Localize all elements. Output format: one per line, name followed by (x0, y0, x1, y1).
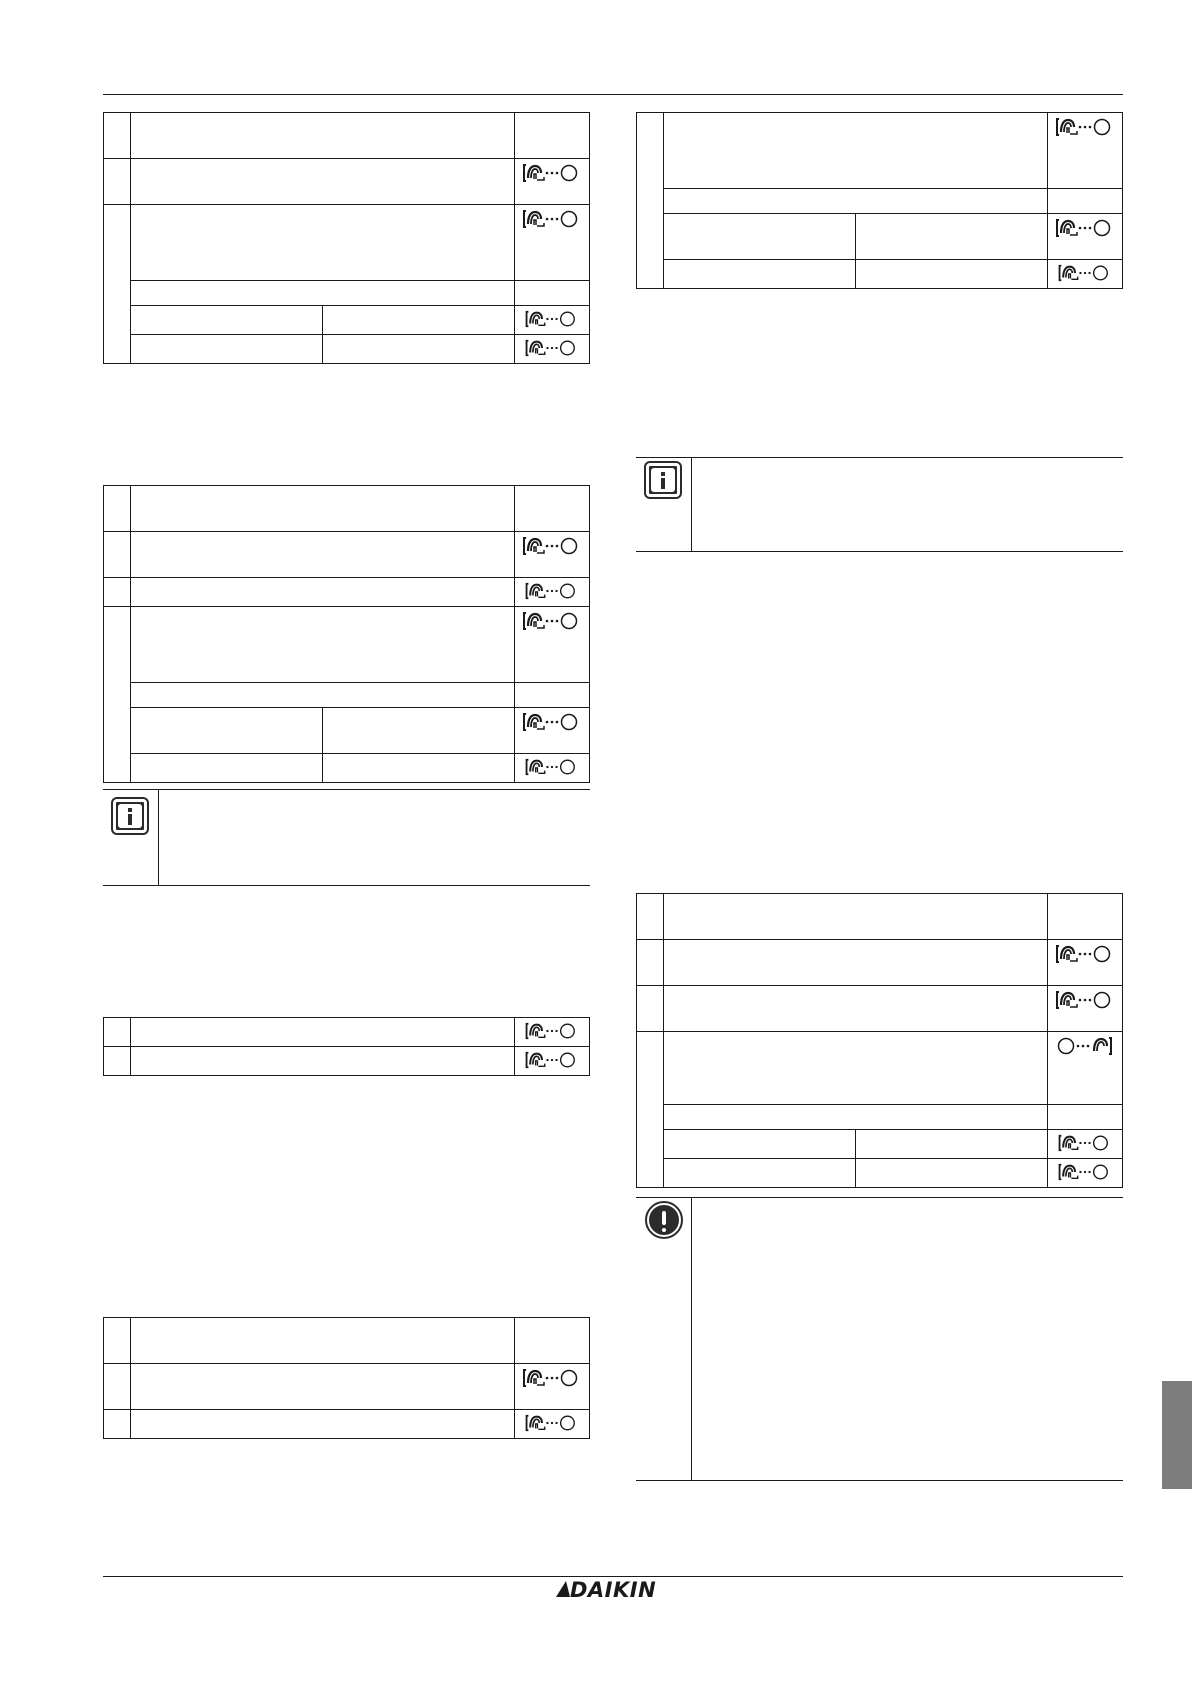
info-top-rule (636, 457, 1123, 458)
remote-to-unit-icon (1055, 116, 1115, 138)
remote-to-unit-icon (522, 610, 582, 632)
remote-to-unit-icon (522, 535, 582, 557)
info-icon (646, 463, 680, 497)
result-header-cell (131, 281, 515, 306)
footer-rule (103, 1576, 1123, 1577)
step-text-cell (131, 1410, 515, 1439)
procedure-table (636, 112, 1123, 289)
substep-text-cell (856, 1159, 1048, 1188)
remote-to-unit-icon (1055, 217, 1115, 239)
daikin-logo: DAIKIN (570, 1578, 657, 1602)
remote-to-unit-icon (1055, 1133, 1115, 1153)
step-text-cell (131, 578, 515, 607)
info-icon (113, 799, 147, 833)
remote-to-unit-icon (522, 309, 582, 329)
step-text-cell (131, 1364, 515, 1410)
remote-to-unit-icon (1055, 943, 1115, 965)
info-bottom-rule (636, 551, 1123, 552)
procedure-table (103, 1317, 590, 1439)
info-top-rule (103, 789, 590, 790)
remote-to-unit-icon (522, 1413, 582, 1433)
step-text-cell (131, 532, 515, 578)
remote-to-unit-icon (522, 1367, 582, 1389)
info-bottom-rule (103, 885, 590, 886)
substep-text-cell (323, 754, 515, 783)
header-rule (103, 94, 1123, 95)
warning-icon (646, 1202, 682, 1238)
result-header-cell (664, 189, 1048, 214)
substep-text-cell (856, 214, 1048, 260)
remote-to-unit-icon (522, 162, 582, 184)
remote-to-unit-icon (1055, 1162, 1115, 1182)
step-text-cell (131, 113, 515, 159)
remote-to-unit-icon (522, 757, 582, 777)
info-divider (691, 457, 692, 551)
side-tab (1162, 1381, 1192, 1489)
step-text-cell (131, 159, 515, 205)
warning-top-rule (636, 1197, 1123, 1198)
remote-to-unit-icon (522, 581, 582, 601)
warning-divider (691, 1197, 692, 1480)
procedure-table (636, 893, 1123, 1188)
action-cell (515, 113, 590, 159)
remote-to-unit-icon (522, 711, 582, 733)
step-text-cell (131, 205, 515, 281)
remote-to-unit-icon (1055, 989, 1115, 1011)
remote-to-unit-icon (522, 338, 582, 358)
procedure-table (103, 112, 590, 364)
warning-bottom-rule (636, 1480, 1123, 1481)
step-text-cell (131, 1018, 515, 1047)
step-number-cell (104, 113, 131, 159)
result-header-cell (664, 1105, 1048, 1130)
remote-to-unit-icon (522, 1050, 582, 1070)
remote-to-unit-icon (522, 208, 582, 230)
substep-text-cell (323, 708, 515, 754)
substep-text-cell (856, 260, 1048, 289)
procedure-table (103, 1017, 590, 1076)
procedure-table (103, 485, 590, 783)
step-text-cell (664, 113, 1048, 189)
substep-text-cell (323, 306, 515, 335)
unit-to-remote-icon (1055, 1035, 1115, 1057)
substep-text-cell (856, 1130, 1048, 1159)
step-text-cell (131, 1047, 515, 1076)
info-divider (158, 789, 159, 885)
substep-text-cell (323, 335, 515, 364)
remote-to-unit-icon (1055, 263, 1115, 283)
result-header-cell (131, 683, 515, 708)
remote-to-unit-icon (522, 1021, 582, 1041)
step-text-cell (664, 986, 1048, 1032)
step-text-cell (664, 940, 1048, 986)
step-text-cell (131, 607, 515, 683)
step-text-cell (664, 1032, 1048, 1105)
